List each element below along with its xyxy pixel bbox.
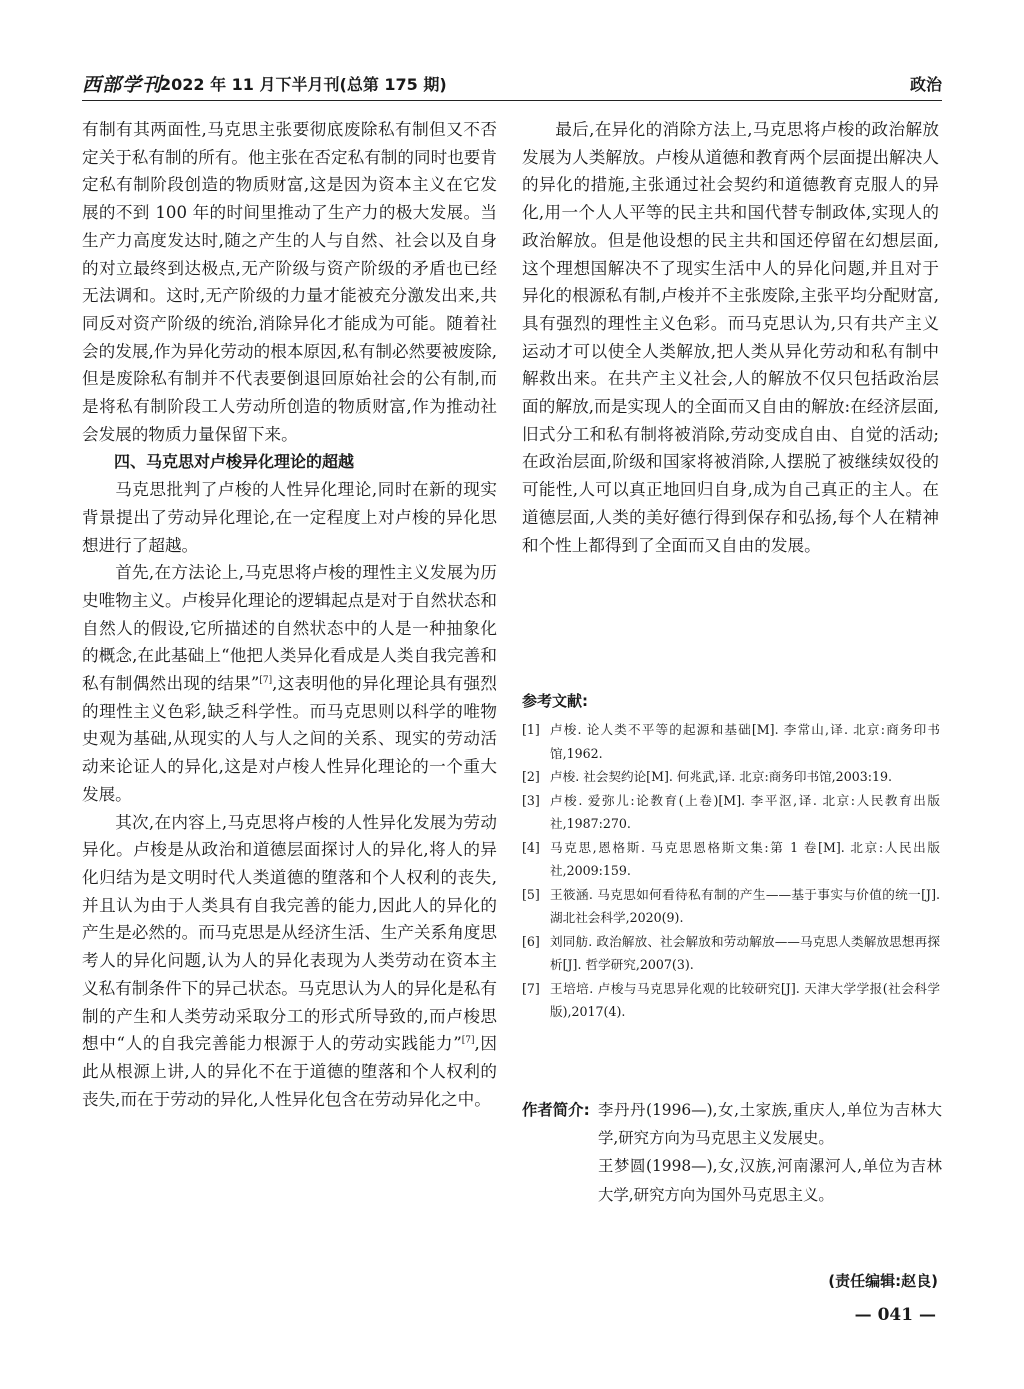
reference-number: [2] — [522, 769, 540, 784]
reference-number: [3] — [522, 792, 540, 808]
reference-number: [5] — [522, 886, 540, 902]
paragraph-text: ,这表明他的异化理论具有强烈的理性主义色彩,缺乏科学性。而马克思则以科学的唯物史观为基础,从现实的人与人之间的关系、现实的劳动活动来论证人的异化,这是对卢梭人性异化理论的一个重大发展。 — [82, 674, 497, 804]
body-paragraph: 最后,在异化的消除方法上,马克思将卢梭的政治解放发展为人类解放。卢梭从道德和教育两个层面提出解决人的异化的措施,主张通过社会契约和道德教育克服人的异化,用一个人人平等的民主共和国代替专制政体,实现人的政治解放。但是他设想的民主共和国还停留在幻想层面,这个理想国解决不了现实生活中人的异化问题,并且对于异化的根源私有制,卢梭并不主张废除,主张平均分配财富,具有强烈的理性主义色彩。而马克思认为,只有共产主义运动才可以使全人类解放,把人类从异化劳动和私有制中解救出来。在共产主义社会,人的解放不仅只包括政治层面的解放,而是实现人的全面而又自由的解放:在经济层面,旧式分工和私有制将被消除,劳动变成自由、自觉的活动;在政治层面,阶级和国家将被消除,人摆脱了被继续奴役的可能性,人可以真正地回归自身,成为自己真正的主人。在道德层面,人类的美好德行得到保存和弘扬,每个人在精神和个性上都得到了全面而又自由的发展。 — [522, 120, 939, 555]
page-number: — 041 — — [854, 1305, 936, 1325]
body-paragraph — [82, 559, 497, 808]
reference-item — [522, 883, 940, 930]
reference-text: 马克思,恩格斯. 马克思恩格斯文集:第 1 卷[M]. 北京:人民出版社,2009:159. — [550, 839, 940, 878]
reference-item — [522, 765, 940, 789]
reference-number: [6] — [522, 933, 540, 949]
reference-number: [4] — [522, 839, 540, 855]
references-list — [522, 718, 940, 1024]
reference-item — [522, 836, 940, 883]
reference-text: 卢梭. 爱弥儿:论教育(上卷)[M]. 李平沤,译. 北京:人民教育出版社,1987:270. — [550, 792, 940, 831]
reference-number: [7] — [522, 980, 540, 996]
paragraph-text: ,因此从根源上讲,人的异化不在于道德的堕落和个人权利的丧失,而在于劳动的异化,人性异化包含在劳动异化之中。 — [82, 1034, 498, 1109]
body-paragraph: 有制有其两面性,马克思主张要彻底废除私有制但又不否定关于私有制的所有。他主张在否定私有制的同时也要肯定私有制阶段创造的物质财富,这是因为资本主义在它发展的不到 100 年的时间里推动了生产力的极大发展。当生产力高度发达时,随之产生的人与自然、社会以及自身的对立最终到达极点,无产阶级与资产阶级的矛盾也已经无法调和。这时,无产阶级的力量才能被充分激发出来,共同反对资产阶级的统治,消除异化才能成为可能。随着社会的发展,作为异化劳动的根本原因,私有制必然要被废除,但是废除私有制并不代表要倒退回原始社会的公有制,而是将私有制阶段工人劳动所创造的物质财富,作为推动社会发展的物质力量保留下来。 — [82, 120, 497, 444]
left-column — [82, 116, 497, 1113]
citation-ref: [7] — [259, 675, 273, 686]
page-header — [82, 70, 942, 101]
reference-item — [522, 930, 940, 977]
reference-text: 王筱涵. 马克思如何看待私有制的产生——基于事实与价值的统一[J]. 湖北社会科学,2020(9). — [550, 886, 940, 925]
reference-number: [1] — [522, 722, 540, 737]
author-bio: 王梦圆(1998—),女,汉族,河南漯河人,单位为吉林大学,研究方向为国外马克思主义。 — [598, 1157, 942, 1204]
reference-text: 刘同舫. 政治解放、社会解放和劳动解放——马克思人类解放思想再探析[J]. 哲学研究,2007(3). — [550, 933, 940, 972]
reference-item — [522, 718, 940, 765]
responsible-editor: (责任编辑:赵良) — [828, 1272, 938, 1290]
section-name: 政治 — [909, 75, 942, 94]
citation-ref: [7] — [461, 1035, 475, 1046]
references-title: 参考文献: — [522, 692, 588, 710]
reference-text: 王培培. 卢梭与马克思异化观的比较研究[J]. 天津大学学报(社会科学版),2017(4). — [550, 980, 940, 1019]
author-bio: 李丹丹(1996—),女,土家族,重庆人,单位为吉林大学,研究方向为马克思主义发展史。 — [598, 1101, 942, 1148]
body-paragraph: 马克思批判了卢梭的人性异化理论,同时在新的现实背景提出了劳动异化理论,在一定程度上对卢梭的异化思想进行了超越。 — [82, 480, 497, 555]
paragraph-text: 首先,在方法论上,马克思将卢梭的理性主义发展为历史唯物主义。卢梭异化理论的逻辑起点是对于自然状态和自然人的假设,它所描述的自然状态中的人是一种抽象化的概念,在此基础上“他把人类异化看成是人类自我完善和私有制偶然出现的结果” — [82, 563, 497, 694]
reference-text: 卢梭. 社会契约论[M]. 何兆武,译. 北京:商务印书馆,2003:19. — [550, 769, 892, 784]
author-intro — [522, 1096, 942, 1209]
author-intro-body — [598, 1096, 942, 1209]
author-intro-label: 作者简介: — [522, 1101, 590, 1119]
reference-item — [522, 789, 940, 836]
paragraph-text: 其次,在内容上,马克思将卢梭的人性异化发展为劳动异化。卢梭是从政治和道德层面探讨人的异化,将人的异化归结为是文明时代人类道德的堕落和个人权利的丧失,并且认为由于人类具有自我完善的能力,因此人的异化的产生是必然的。而马克思是从经济生活、生产关系角度思考人的异化问题,认为人的异化表现为人类劳动在资本主义私有制条件下的异己状态。马克思认为人的异化是私有制的产生和人类劳动采取分工的形式所导致的,而卢梭思想中“人的自我完善能力根源于人的劳动实践能力” — [82, 812, 497, 1054]
section-heading: 四、马克思对卢梭异化理论的超越 — [114, 452, 355, 472]
body-paragraph — [82, 809, 497, 1114]
journal-issue: 2022 年 11 月下半月刊(总第 175 期) — [160, 75, 447, 94]
journal-logo: 西部学刊 — [82, 74, 163, 96]
reference-item — [522, 977, 940, 1024]
reference-text: 卢梭. 论人类不平等的起源和基础[M]. 李常山,译. 北京:商务印书馆,1962. — [550, 722, 940, 761]
right-column — [522, 116, 939, 559]
